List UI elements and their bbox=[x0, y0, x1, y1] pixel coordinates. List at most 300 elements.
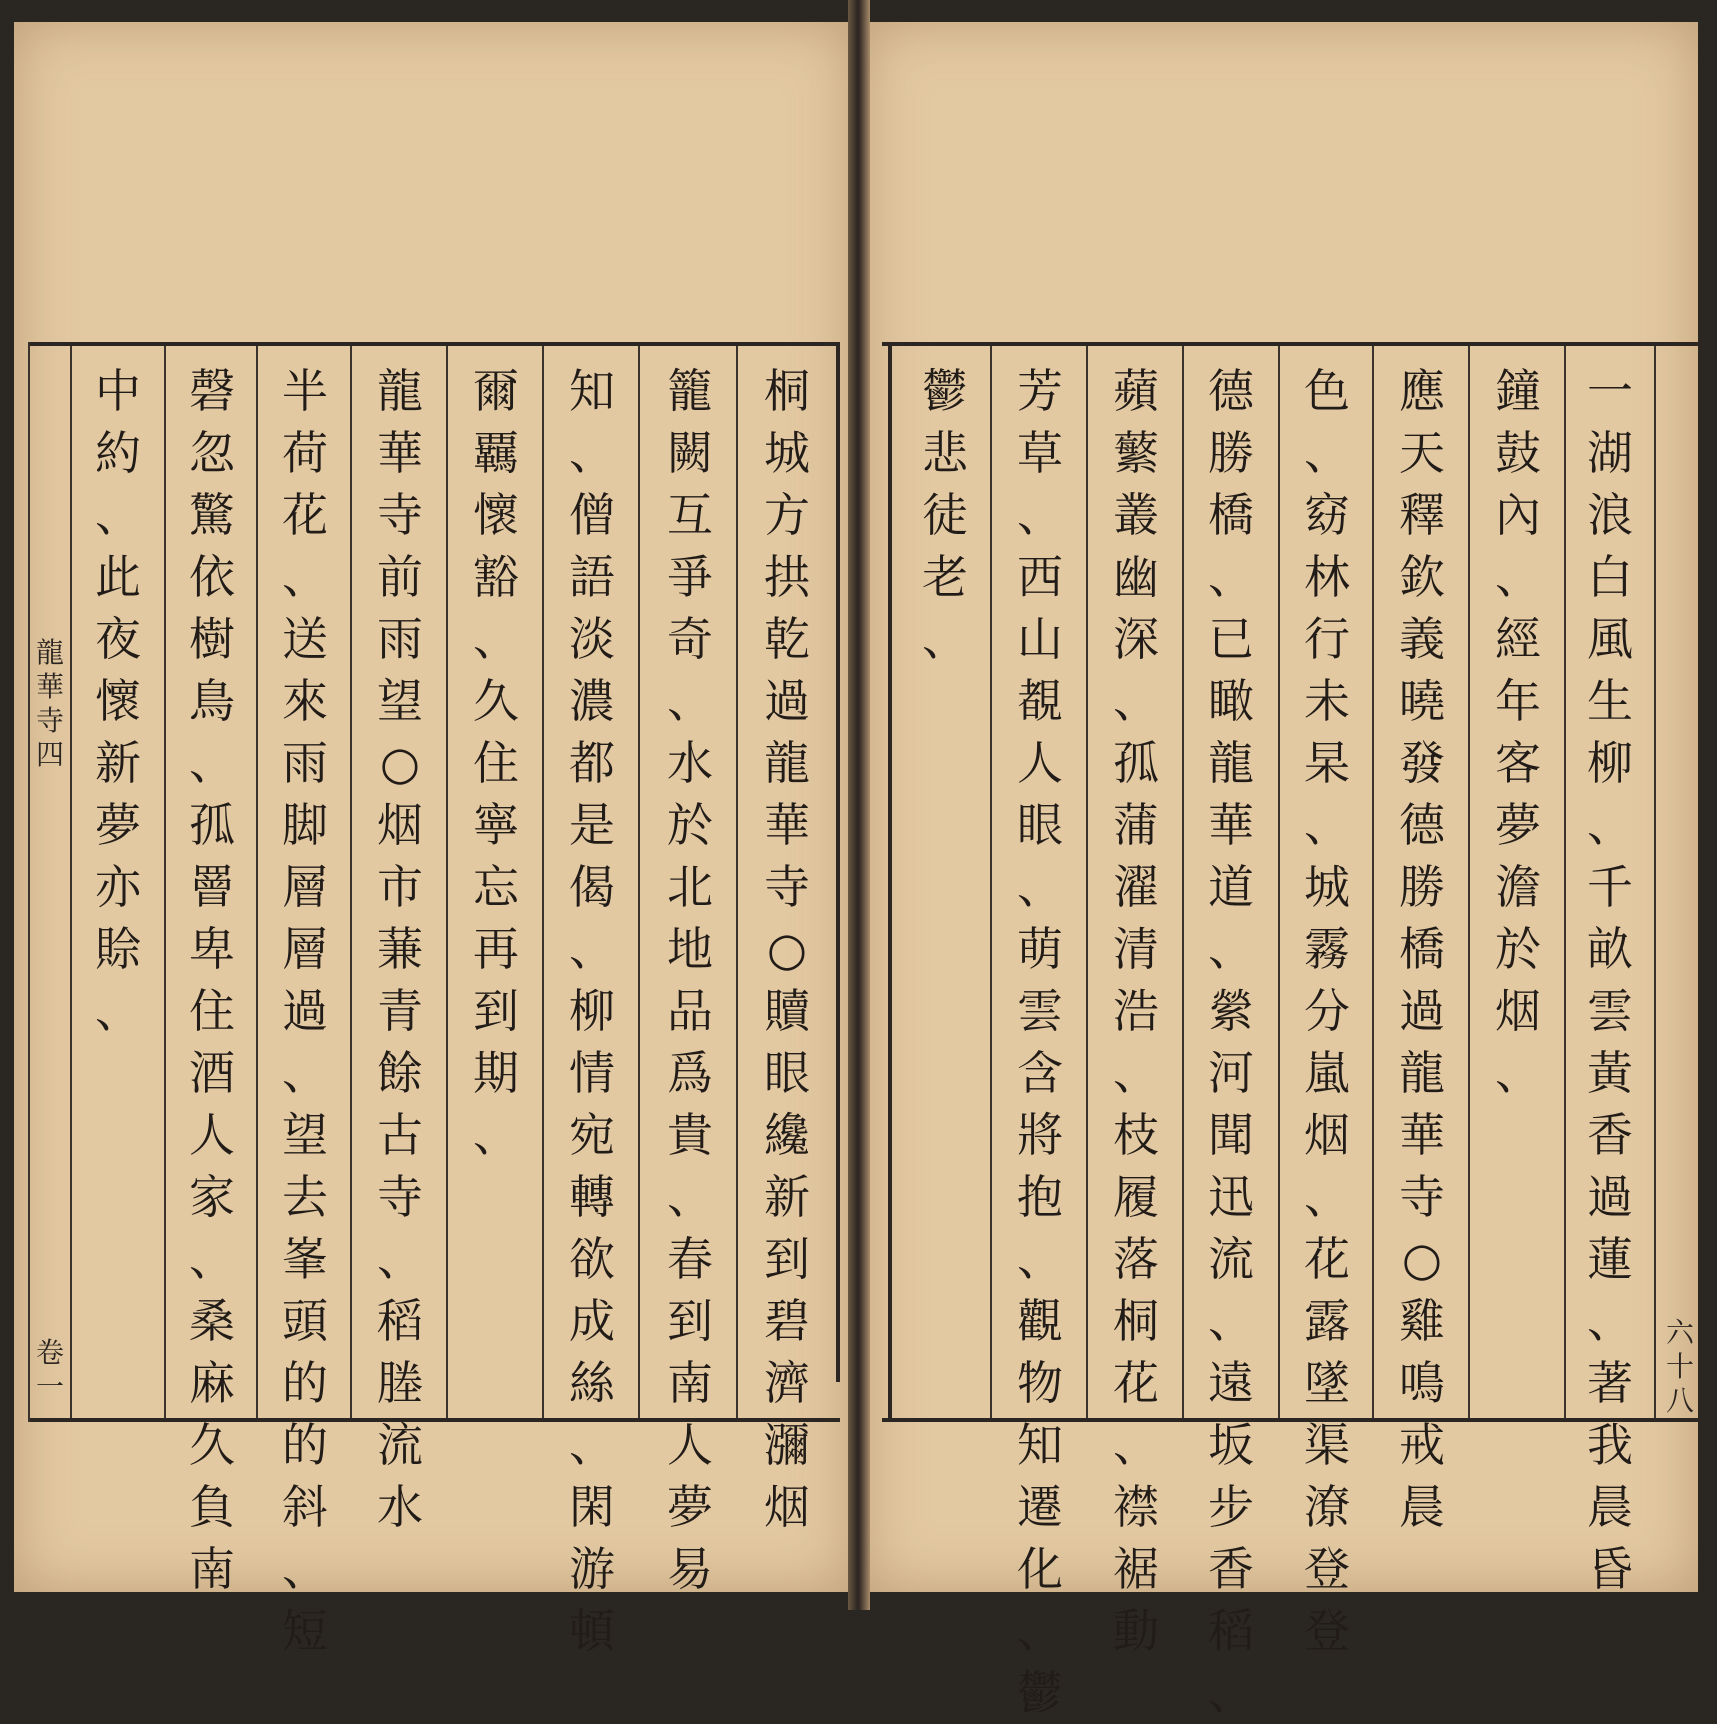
text-character: 濃 bbox=[569, 674, 615, 728]
text-character: 德 bbox=[1208, 364, 1254, 418]
text-character: 、 bbox=[1208, 1666, 1254, 1720]
text-column bbox=[1570, 360, 1650, 1600]
text-character: 華 bbox=[1399, 1108, 1445, 1162]
text-character: 過 bbox=[1399, 984, 1445, 1038]
text-column bbox=[172, 360, 252, 1600]
text-character: 柳 bbox=[1587, 736, 1633, 790]
text-character: 蓮 bbox=[1587, 1232, 1633, 1286]
text-character: 春 bbox=[667, 1232, 713, 1286]
text-character: 城 bbox=[764, 426, 810, 480]
left-frame-outer-left-line bbox=[28, 342, 30, 1422]
right-frame-top-border bbox=[882, 342, 1698, 346]
text-character: 層 bbox=[282, 860, 328, 914]
text-character: 湖 bbox=[1587, 426, 1633, 480]
text-character: 萌 bbox=[1017, 922, 1063, 976]
left-frame-right-border bbox=[836, 342, 840, 1382]
text-character: 游 bbox=[569, 1542, 615, 1596]
text-column bbox=[78, 360, 158, 1042]
text-character: 、 bbox=[282, 1046, 328, 1100]
text-character: 一 bbox=[1587, 364, 1633, 418]
text-character: 於 bbox=[1495, 922, 1541, 976]
text-character: 浩 bbox=[1113, 984, 1159, 1038]
text-character: 步 bbox=[1208, 1480, 1254, 1534]
text-character: 徒 bbox=[922, 488, 968, 542]
text-character: 、 bbox=[1113, 1046, 1159, 1100]
text-column bbox=[1478, 360, 1558, 1104]
margin-title-character: 龍 bbox=[35, 636, 64, 669]
text-column bbox=[1382, 360, 1462, 1538]
text-character: 、 bbox=[1495, 1046, 1541, 1100]
text-character: 鬱 bbox=[1017, 1666, 1063, 1720]
text-character: 欲 bbox=[569, 1232, 615, 1286]
right-column-divider bbox=[1278, 346, 1280, 1418]
text-character: 雨 bbox=[377, 612, 423, 666]
text-character: 古 bbox=[377, 1108, 423, 1162]
text-character: 闕 bbox=[667, 426, 713, 480]
text-character: 坂 bbox=[1208, 1418, 1254, 1472]
text-character: ○ bbox=[1401, 1232, 1443, 1286]
text-character: 覊 bbox=[473, 426, 519, 480]
text-character: 到 bbox=[473, 984, 519, 1038]
text-character: 方 bbox=[764, 488, 810, 542]
text-character: 爾 bbox=[473, 364, 519, 418]
right-column-divider bbox=[990, 346, 992, 1418]
left-column-divider bbox=[446, 346, 448, 1418]
text-character: 悲 bbox=[922, 426, 968, 480]
text-character: 久 bbox=[189, 1418, 235, 1472]
text-character: 、 bbox=[1304, 426, 1350, 480]
text-character: 久 bbox=[473, 674, 519, 728]
text-character: 的 bbox=[282, 1418, 328, 1472]
text-character: 柳 bbox=[569, 984, 615, 1038]
text-character: 、 bbox=[1208, 550, 1254, 604]
text-character: 到 bbox=[764, 1232, 810, 1286]
text-character: 德 bbox=[1399, 798, 1445, 852]
text-character: 覩 bbox=[1017, 674, 1063, 728]
text-character: 過 bbox=[1587, 1170, 1633, 1224]
juan-label-character: 一 bbox=[35, 1370, 64, 1403]
text-character: 拱 bbox=[764, 550, 810, 604]
text-character: 勝 bbox=[1399, 860, 1445, 914]
text-character: 未 bbox=[1304, 674, 1350, 728]
text-column bbox=[1096, 360, 1176, 1662]
text-character: 、 bbox=[1017, 860, 1063, 914]
text-character: 品 bbox=[667, 984, 713, 1038]
text-character: 龍 bbox=[1399, 1046, 1445, 1100]
text-character: 水 bbox=[667, 736, 713, 790]
text-character: 前 bbox=[377, 550, 423, 604]
left-column-divider bbox=[164, 346, 166, 1418]
text-character: 鬱 bbox=[922, 364, 968, 418]
text-character: 都 bbox=[569, 736, 615, 790]
text-character: 、 bbox=[1495, 550, 1541, 604]
text-character: 情 bbox=[569, 1046, 615, 1100]
text-character: 黃 bbox=[1587, 1046, 1633, 1100]
text-column bbox=[360, 360, 440, 1538]
text-character: 期 bbox=[473, 1046, 519, 1100]
text-character: 濟 bbox=[764, 1356, 810, 1410]
text-character: 卑 bbox=[189, 922, 235, 976]
text-character: 潦 bbox=[1304, 1480, 1350, 1534]
text-column bbox=[747, 360, 827, 1538]
text-character: 忘 bbox=[473, 860, 519, 914]
text-character: 、 bbox=[1304, 798, 1350, 852]
text-character: 鼓 bbox=[1495, 426, 1541, 480]
text-character: 望 bbox=[377, 674, 423, 728]
text-character: 奇 bbox=[667, 612, 713, 666]
text-character: 偈 bbox=[569, 860, 615, 914]
text-character: 亦 bbox=[95, 860, 141, 914]
text-character: 經 bbox=[1495, 612, 1541, 666]
text-character: 勝 bbox=[1208, 426, 1254, 480]
text-character: 烟 bbox=[1495, 984, 1541, 1038]
right-column-divider bbox=[1468, 346, 1470, 1418]
text-character: 浪 bbox=[1587, 488, 1633, 542]
text-character: 烟 bbox=[1304, 1108, 1350, 1162]
text-character: 家 bbox=[189, 1170, 235, 1224]
text-character: 瀰 bbox=[764, 1418, 810, 1472]
text-character: 發 bbox=[1399, 736, 1445, 790]
text-character: 稻 bbox=[1208, 1604, 1254, 1658]
text-character: 人 bbox=[1017, 736, 1063, 790]
text-character: 是 bbox=[569, 798, 615, 852]
text-character: 、 bbox=[282, 1542, 328, 1596]
text-character: 蒲 bbox=[1113, 798, 1159, 852]
text-character: 迅 bbox=[1208, 1170, 1254, 1224]
text-character: 晨 bbox=[1587, 1480, 1633, 1534]
text-character: 、 bbox=[1587, 1294, 1633, 1348]
text-character: 客 bbox=[1495, 736, 1541, 790]
text-character: 地 bbox=[667, 922, 713, 976]
text-character: 千 bbox=[1587, 860, 1633, 914]
folio-number bbox=[1662, 1316, 1698, 1418]
text-character: 籠 bbox=[667, 364, 713, 418]
text-character: 雨 bbox=[282, 736, 328, 790]
text-character: 孤 bbox=[1113, 736, 1159, 790]
right-frame-left-border bbox=[888, 346, 892, 1418]
text-character: 、 bbox=[1017, 1604, 1063, 1658]
text-character: 、 bbox=[1587, 798, 1633, 852]
text-character: 望 bbox=[282, 1108, 328, 1162]
text-character: 脚 bbox=[282, 798, 328, 852]
text-character: 再 bbox=[473, 922, 519, 976]
text-character: 爭 bbox=[667, 550, 713, 604]
text-character: 物 bbox=[1017, 1356, 1063, 1410]
text-character: 人 bbox=[667, 1418, 713, 1472]
text-character: 曉 bbox=[1399, 674, 1445, 728]
text-character: 花 bbox=[1113, 1356, 1159, 1410]
text-character: 豁 bbox=[473, 550, 519, 604]
text-character: 蒹 bbox=[377, 922, 423, 976]
text-character: 夢 bbox=[95, 798, 141, 852]
text-character: 華 bbox=[377, 426, 423, 480]
margin-title-character: 華 bbox=[35, 670, 64, 703]
text-character: 履 bbox=[1113, 1170, 1159, 1224]
text-character: 孤 bbox=[189, 798, 235, 852]
text-character: 北 bbox=[667, 860, 713, 914]
text-character: 餘 bbox=[377, 1046, 423, 1100]
text-character: 墜 bbox=[1304, 1356, 1350, 1410]
left-frame-top-border bbox=[28, 342, 840, 346]
text-character: 知 bbox=[1017, 1418, 1063, 1472]
text-character: 城 bbox=[1304, 860, 1350, 914]
text-character: 、 bbox=[1208, 922, 1254, 976]
text-character: 夢 bbox=[1495, 798, 1541, 852]
text-character: 應 bbox=[1399, 364, 1445, 418]
text-character: 住 bbox=[473, 736, 519, 790]
book-gutter bbox=[848, 0, 870, 1610]
text-character: 貴 bbox=[667, 1108, 713, 1162]
text-character: 過 bbox=[764, 674, 810, 728]
text-character: 懷 bbox=[95, 674, 141, 728]
text-character: 我 bbox=[1587, 1418, 1633, 1472]
text-character: 爲 bbox=[667, 1046, 713, 1100]
text-character: 鳥 bbox=[189, 674, 235, 728]
text-character: 橋 bbox=[1399, 922, 1445, 976]
text-character: 負 bbox=[189, 1480, 235, 1534]
text-character: 杲 bbox=[1304, 736, 1350, 790]
text-character: 枝 bbox=[1113, 1108, 1159, 1162]
text-character: 草 bbox=[1017, 426, 1063, 480]
text-character: 登 bbox=[1304, 1542, 1350, 1596]
text-character: 內 bbox=[1495, 488, 1541, 542]
right-column-divider bbox=[1654, 346, 1656, 1418]
text-character: ○ bbox=[766, 922, 808, 976]
text-character: 寺 bbox=[377, 1170, 423, 1224]
text-character: 稻 bbox=[377, 1294, 423, 1348]
text-character: 閑 bbox=[569, 1480, 615, 1534]
text-character: 贖 bbox=[764, 984, 810, 1038]
text-character: 頓 bbox=[569, 1604, 615, 1658]
text-character: 易 bbox=[667, 1542, 713, 1596]
text-character: 桐 bbox=[1113, 1294, 1159, 1348]
text-character: 纔 bbox=[764, 1108, 810, 1162]
text-character: 老 bbox=[922, 550, 968, 604]
text-character: 蘋 bbox=[1113, 364, 1159, 418]
text-character: 淡 bbox=[569, 612, 615, 666]
text-character: 風 bbox=[1587, 612, 1633, 666]
text-character: 化 bbox=[1017, 1542, 1063, 1596]
text-character: 花 bbox=[1304, 1232, 1350, 1286]
text-character: 、 bbox=[473, 1108, 519, 1162]
text-character: 賒 bbox=[95, 922, 141, 976]
text-character: 嵐 bbox=[1304, 1046, 1350, 1100]
text-character: 水 bbox=[377, 1480, 423, 1534]
text-character: 市 bbox=[377, 860, 423, 914]
text-character: 、 bbox=[473, 612, 519, 666]
text-character: 層 bbox=[282, 922, 328, 976]
text-column bbox=[1191, 360, 1271, 1724]
text-character: 鐘 bbox=[1495, 364, 1541, 418]
text-character: 眼 bbox=[1017, 798, 1063, 852]
text-column bbox=[905, 360, 985, 670]
text-character: 道 bbox=[1208, 860, 1254, 914]
right-column-divider bbox=[1564, 346, 1566, 1418]
left-column-divider bbox=[542, 346, 544, 1418]
text-character: 去 bbox=[282, 1170, 328, 1224]
text-character: 桐 bbox=[764, 364, 810, 418]
text-character: 著 bbox=[1587, 1356, 1633, 1410]
text-character: 、 bbox=[95, 488, 141, 542]
text-character: 落 bbox=[1113, 1232, 1159, 1286]
margin-title-character: 四 bbox=[35, 738, 64, 771]
text-character: 、 bbox=[189, 1232, 235, 1286]
margin-title bbox=[32, 636, 68, 772]
right-column-divider bbox=[1182, 346, 1184, 1418]
right-column-divider bbox=[1372, 346, 1374, 1418]
text-character: 登 bbox=[1304, 1604, 1350, 1658]
text-character: 半 bbox=[282, 364, 328, 418]
text-character: 將 bbox=[1017, 1108, 1063, 1162]
text-character: 成 bbox=[569, 1294, 615, 1348]
text-character: 轉 bbox=[569, 1170, 615, 1224]
text-character: 畝 bbox=[1587, 922, 1633, 976]
text-character: 過 bbox=[282, 984, 328, 1038]
text-character: 深 bbox=[1113, 612, 1159, 666]
text-character: 知 bbox=[569, 364, 615, 418]
right-column-divider bbox=[1086, 346, 1088, 1418]
text-character: ○ bbox=[379, 736, 421, 790]
text-column bbox=[552, 360, 632, 1662]
text-character: 鳴 bbox=[1399, 1356, 1445, 1410]
text-character: 山 bbox=[1017, 612, 1063, 666]
text-character: 遠 bbox=[1208, 1356, 1254, 1410]
text-character: 流 bbox=[1208, 1232, 1254, 1286]
text-character: 橋 bbox=[1208, 488, 1254, 542]
text-character: 、 bbox=[569, 922, 615, 976]
text-character: 的 bbox=[282, 1356, 328, 1410]
text-character: 濯 bbox=[1113, 860, 1159, 914]
text-character: 晨 bbox=[1399, 1480, 1445, 1534]
text-character: 、 bbox=[569, 1418, 615, 1472]
text-character: 花 bbox=[282, 488, 328, 542]
text-character: 澹 bbox=[1495, 860, 1541, 914]
text-character: 襟 bbox=[1113, 1480, 1159, 1534]
folio-character: 六 bbox=[1665, 1316, 1694, 1349]
left-column-divider bbox=[638, 346, 640, 1418]
text-character: 、 bbox=[1017, 488, 1063, 542]
text-character: 、 bbox=[189, 736, 235, 790]
text-character: 聞 bbox=[1208, 1108, 1254, 1162]
text-character: 依 bbox=[189, 550, 235, 604]
text-character: 、 bbox=[922, 612, 968, 666]
text-character: 來 bbox=[282, 674, 328, 728]
text-character: 叢 bbox=[1113, 488, 1159, 542]
text-character: 龍 bbox=[377, 364, 423, 418]
text-character: 色 bbox=[1304, 364, 1350, 418]
text-character: 於 bbox=[667, 798, 713, 852]
text-character: 到 bbox=[667, 1294, 713, 1348]
text-character: 含 bbox=[1017, 1046, 1063, 1100]
text-character: 河 bbox=[1208, 1046, 1254, 1100]
text-character: 年 bbox=[1495, 674, 1541, 728]
text-character: 行 bbox=[1304, 612, 1350, 666]
folio-character: 十 bbox=[1665, 1350, 1694, 1383]
text-character: 住 bbox=[189, 984, 235, 1038]
text-character: 約 bbox=[95, 426, 141, 480]
text-character: 新 bbox=[95, 736, 141, 790]
text-character: 清 bbox=[1113, 922, 1159, 976]
text-character: 裾 bbox=[1113, 1542, 1159, 1596]
text-character: 幽 bbox=[1113, 550, 1159, 604]
text-character: 、 bbox=[282, 550, 328, 604]
text-character: 、 bbox=[377, 1232, 423, 1286]
text-character: 短 bbox=[282, 1604, 328, 1658]
text-character: 驚 bbox=[189, 488, 235, 542]
text-character: 龍 bbox=[764, 736, 810, 790]
text-character: 白 bbox=[1587, 550, 1633, 604]
margin-title-character: 寺 bbox=[35, 704, 64, 737]
text-character: 送 bbox=[282, 612, 328, 666]
text-character: 、 bbox=[95, 984, 141, 1038]
text-character: 宛 bbox=[569, 1108, 615, 1162]
text-character: 昏 bbox=[1587, 1542, 1633, 1596]
text-character: 罾 bbox=[189, 860, 235, 914]
text-character: 烟 bbox=[764, 1480, 810, 1534]
text-character: 瞰 bbox=[1208, 674, 1254, 728]
text-character: 塍 bbox=[377, 1356, 423, 1410]
text-character: 動 bbox=[1113, 1604, 1159, 1658]
text-character: 霧 bbox=[1304, 922, 1350, 976]
text-character: 華 bbox=[764, 798, 810, 852]
text-character: 荷 bbox=[282, 426, 328, 480]
text-character: 乾 bbox=[764, 612, 810, 666]
text-character: 互 bbox=[667, 488, 713, 542]
text-character: 窈 bbox=[1304, 488, 1350, 542]
text-character: 觀 bbox=[1017, 1294, 1063, 1348]
text-character: 分 bbox=[1304, 984, 1350, 1038]
text-character: 、 bbox=[1113, 674, 1159, 728]
text-character: 、 bbox=[1017, 1232, 1063, 1286]
text-character: 峯 bbox=[282, 1232, 328, 1286]
text-character: 此 bbox=[95, 550, 141, 604]
text-character: 南 bbox=[189, 1542, 235, 1596]
text-character: 語 bbox=[569, 550, 615, 604]
text-character: 南 bbox=[667, 1356, 713, 1410]
text-character: 華 bbox=[1208, 798, 1254, 852]
text-column bbox=[1287, 360, 1367, 1662]
text-character: 遷 bbox=[1017, 1480, 1063, 1534]
text-character: 烟 bbox=[377, 798, 423, 852]
text-character: 蘩 bbox=[1113, 426, 1159, 480]
text-character: 青 bbox=[377, 984, 423, 1038]
text-character: 麻 bbox=[189, 1356, 235, 1410]
text-character: 流 bbox=[377, 1418, 423, 1472]
text-column bbox=[456, 360, 536, 1166]
left-column-divider bbox=[70, 346, 72, 1418]
text-character: 寺 bbox=[1399, 1170, 1445, 1224]
folio-character: 八 bbox=[1665, 1384, 1694, 1417]
text-character: 懷 bbox=[473, 488, 519, 542]
juan-label-character: 卷 bbox=[35, 1336, 64, 1369]
text-character: 林 bbox=[1304, 550, 1350, 604]
text-character: 、 bbox=[667, 1170, 713, 1224]
text-character: 戒 bbox=[1399, 1418, 1445, 1472]
text-character: 、 bbox=[1208, 1294, 1254, 1348]
text-character: 雲 bbox=[1017, 984, 1063, 1038]
text-character: 抱 bbox=[1017, 1170, 1063, 1224]
text-character: 生 bbox=[1587, 674, 1633, 728]
text-column bbox=[265, 360, 345, 1662]
text-character: 香 bbox=[1587, 1108, 1633, 1162]
text-character: 釋 bbox=[1399, 488, 1445, 542]
left-column-divider bbox=[350, 346, 352, 1418]
text-character: 龍 bbox=[1208, 736, 1254, 790]
text-character: 芳 bbox=[1017, 364, 1063, 418]
juan-label bbox=[32, 1336, 68, 1404]
text-character: 雞 bbox=[1399, 1294, 1445, 1348]
text-character: 、 bbox=[667, 674, 713, 728]
